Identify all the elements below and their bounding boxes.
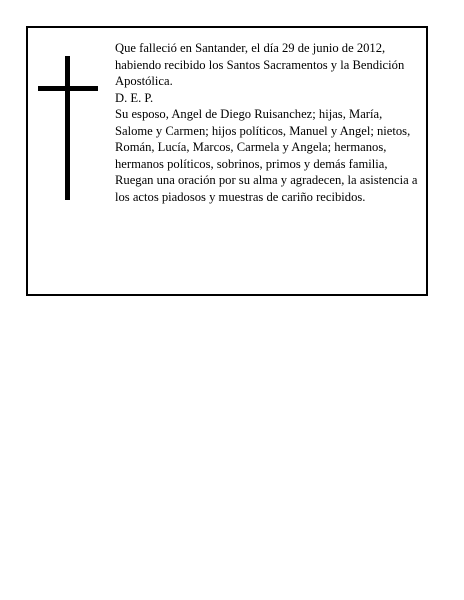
death-announcement: Que falleció en Santander, el día 29 de junio de 2012, habiendo recibido los Santos Sacramentos y la Bendición Apostólica. [115,41,405,88]
obituary-notice [26,26,428,296]
obituary-text [115,40,420,205]
prayer-request: Ruegan una oración por su alma y agradecen, la asistencia a los actos piadosos y muestras de cariño recibidos. [115,173,418,204]
family-list: Su esposo, Angel de Diego Ruisanchez; hijas, María, Salome y Carmen; hijos políticos, Manuel y Angel; nietos, Román, Lucía, Marcos, Carmela y Angela; hermanos, hermanos políticos, sobrinos, primos y demás familia, [115,107,411,171]
rest-in-peace: D. E. P. [115,90,154,105]
cross-horizontal-bar [38,86,98,91]
cross-vertical-bar [65,56,70,200]
cross-icon [38,56,98,200]
